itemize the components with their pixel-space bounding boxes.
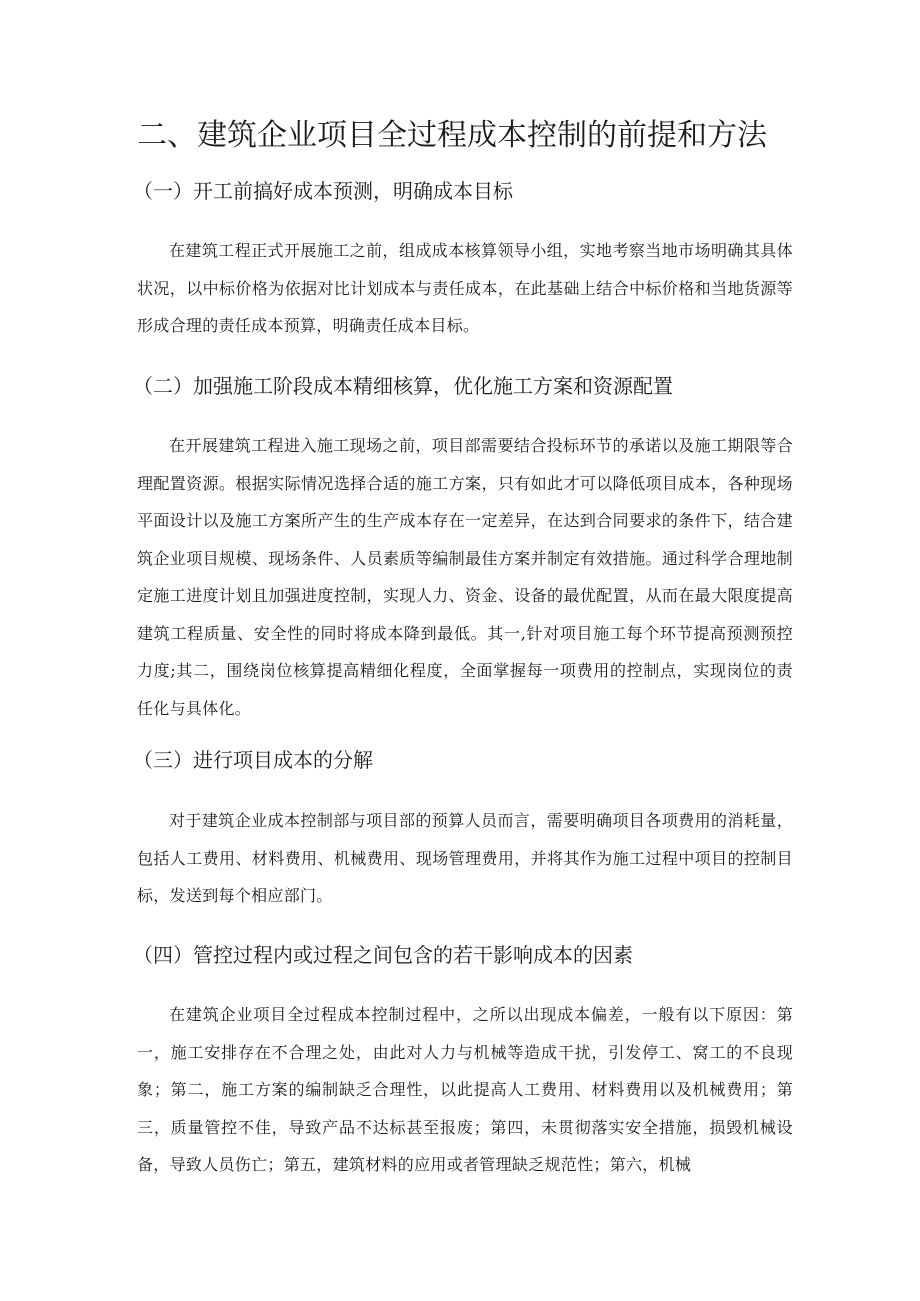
- section-body-3: 对于建筑企业成本控制部与项目部的预算人员而言，需要明确项目各项费用的消耗量，包括人工费用、材料费用、机械费用、现场管理费用，并将其作为施工过程中项目的控制目标，发送到每个相应部门。: [137, 811, 793, 905]
- section-body-1: 在建筑工程正式开展施工之前，组成成本核算领导小组，实地考察当地市场明确其具体状况，以中标价格为依据对比计划成本与责任成本，在此基础上结合中标价格和当地货源等形成合理的责任成本预算，明确责任成本目标。: [137, 241, 793, 335]
- section-heading-4: （四）管控过程内或过程之间包含的若干影响成本的因素: [133, 943, 633, 967]
- section-heading-1: （一）开工前搞好成本预测，明确成本目标: [133, 179, 513, 203]
- section-heading-2: （二）加强施工阶段成本精细核算，优化施工方案和资源配置: [133, 374, 673, 398]
- section-body-2: 在开展建筑工程进入施工现场之前，项目部需要结合投标环节的承诺以及施工期限等合理配置资源。根据实际情况选择合适的施工方案，只有如此才可以降低项目成本，各种现场平面设计以及施工方案所产生的生产成本存在一定差异，在达到合同要求的条件下，结合建筑企业项目规模、现场条件、人员素质等编制最佳方案并制定有效措施。通过科学合理地制定施工进度计划且加强进度控制，实现人力、资金、设备的最优配置，从而在最大限度提高建筑工程质量、安全性的同时将成本降到最低。其一,针对项目施工每个环节提高预测预控力度;其二，围绕岗位核算提高精细化程度，全面掌握每一项费用的控制点，实现岗位的责任化与具体化。: [137, 436, 793, 718]
- section-heading-3: （三）进行项目成本的分解: [133, 748, 373, 772]
- page-title: 二、建筑企业项目全过程成本控制的前提和方法: [137, 118, 767, 153]
- section-body-4: 在建筑企业项目全过程成本控制过程中，之所以出现成本偏差，一般有以下原因：第一，施工安排存在不合理之处，由此对人力与机械等造成干扰，引发停工、窝工的不良现象；第二，施工方案的编制缺乏合理性，以此提高人工费用、材料费用以及机械费用；第三，质量管控不佳，导致产品不达标甚至报废；第四，未贯彻落实安全措施，损毁机械设备，导致人员伤亡；第五，建筑材料的应用或者管理缺乏规范性；第六，机械: [137, 1005, 793, 1174]
